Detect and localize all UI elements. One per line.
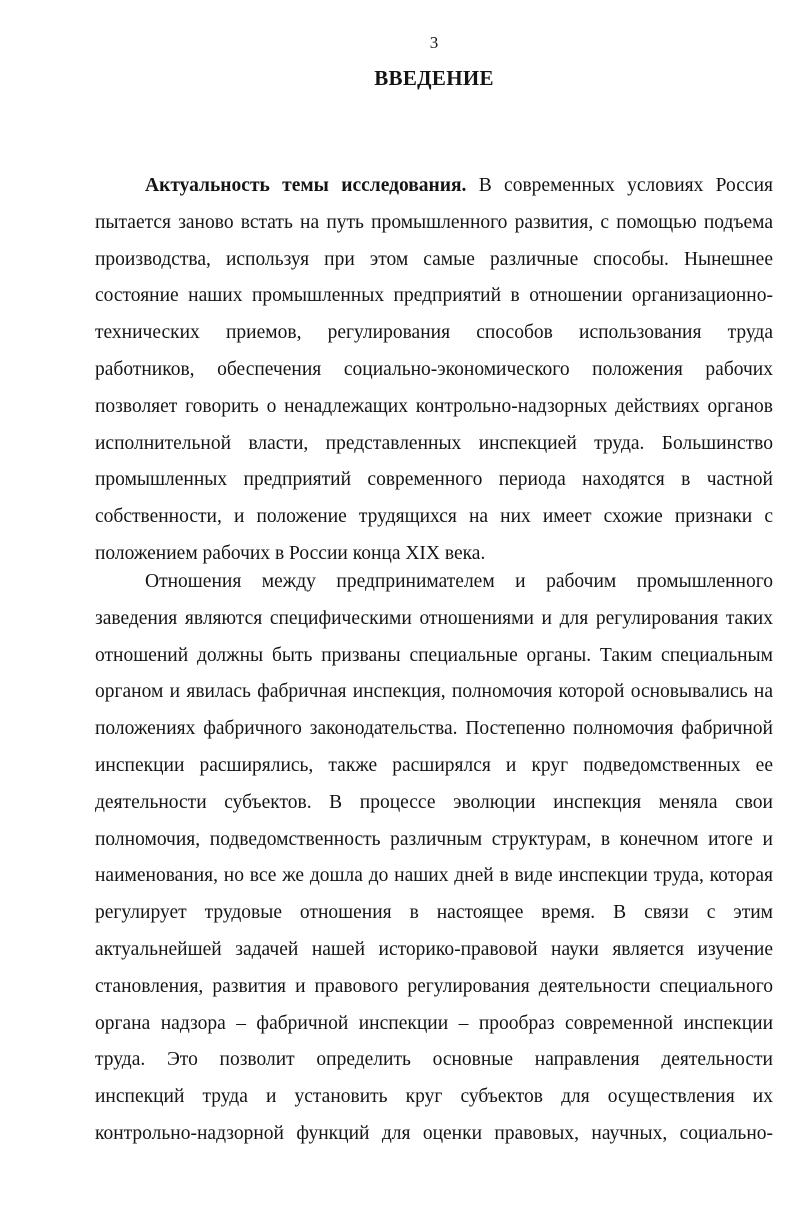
page-number: 3 — [429, 33, 439, 52]
text-line: контрольно-надзорной функций для оценки правовых, научных, социально- — [95, 1122, 773, 1144]
text-line: пытается заново встать на путь промышленного развития, с помощью подъема — [95, 211, 773, 233]
text-line: труда. Это позволит определить основные направления деятельности — [95, 1049, 773, 1071]
text-line: актуальнейшей задачей нашей историко-правовой науки является изучение — [95, 938, 773, 960]
text-line: наименования, но все же дошла до наших дней в виде инспекции труда, которая — [95, 865, 773, 887]
text-line: технических приемов, регулирования способов использования труда — [95, 322, 773, 344]
text-line — [95, 168, 773, 205]
text-line: позволяет говорить о ненадлежащих контрольно-надзорных действиях органов — [95, 395, 773, 417]
text-line: состояние наших промышленных предприятий в отношении организационно- — [95, 285, 773, 307]
text-line: органом и явилась фабричная инспекция, полномочия которой основывались на — [95, 681, 773, 703]
text-line: инспекций труда и установить круг субъектов для осуществления их — [95, 1086, 773, 1108]
text-line: работников, обеспечения социально-экономического положения рабочих — [95, 358, 773, 380]
text-line: полномочия, подведомственность различным структурам, в конечном итоге и — [95, 828, 773, 850]
lead-heading: Актуальность темы исследования. — [145, 175, 467, 196]
text-line: собственности, и положение трудящихся на них имеет схожие признаки с — [95, 506, 773, 528]
text-line: Отношения между предпринимателем и рабочим промышленного — [145, 571, 773, 592]
text-line: регулирует трудовые отношения в настоящее время. В связи с этим — [95, 902, 773, 924]
text-line: деятельности субъектов. В процессе эволюции инспекция меняла свои — [95, 791, 773, 813]
text-line: заведения являются специфическими отношениями и для регулирования таких — [95, 607, 773, 629]
page-title: ВВЕДЕНИЕ — [374, 66, 494, 90]
text-fragment: В современных условиях Россия — [466, 175, 773, 196]
text-line: органа надзора – фабричной инспекции – прообраз современной инспекции — [95, 1012, 773, 1034]
text-line: становления, развития и правового регулирования деятельности специального — [95, 975, 773, 997]
text-line: положениях фабричного законодательства. Постепенно полномочия фабричной — [95, 718, 773, 740]
text-line: отношений должны быть призваны специальные органы. Таким специальным — [95, 644, 773, 666]
paragraph-2 — [95, 564, 773, 1153]
text-line: инспекции расширялись, также расширялся и круг подведомственных ее — [95, 754, 773, 776]
paragraph-1 — [95, 168, 773, 573]
text-line: положением рабочих в России конца XIX века. — [95, 542, 486, 564]
text-line: исполнительной власти, представленных инспекцией труда. Большинство — [95, 432, 773, 454]
text-line: промышленных предприятий современного периода находятся в частной — [95, 469, 773, 491]
text-line: производства, используя при этом самые различные способы. Нынешнее — [95, 248, 773, 270]
